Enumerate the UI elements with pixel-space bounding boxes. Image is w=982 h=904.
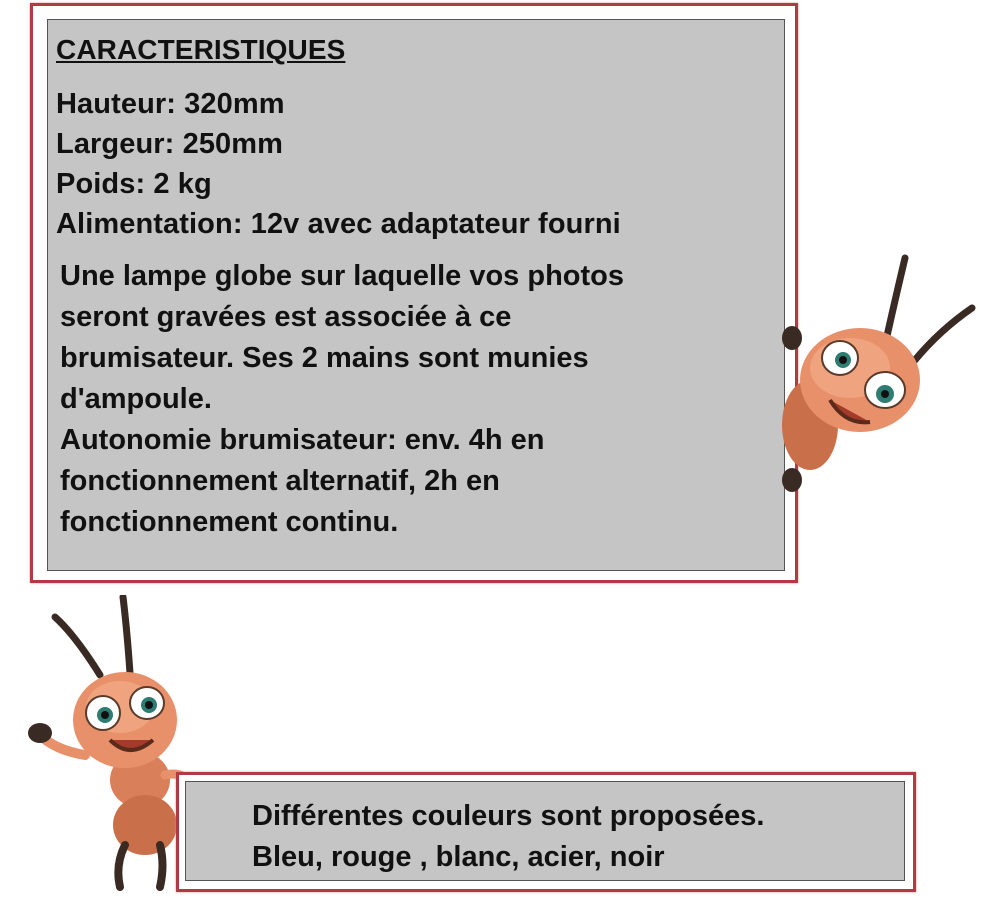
peeking-ant-illustration xyxy=(780,250,980,500)
spec-width: Largeur: 250mm xyxy=(56,128,284,160)
description-line: Autonomie brumisateur: env. 4h en xyxy=(60,424,545,456)
description-line: brumisateur. Ses 2 mains sont munies xyxy=(60,342,589,374)
specs-panel xyxy=(47,19,785,571)
description-line: fonctionnement continu. xyxy=(60,506,399,538)
spec-weight: Poids: 2 kg xyxy=(56,168,212,200)
spec-description xyxy=(60,256,624,543)
description-line: d'ampoule. xyxy=(60,383,212,415)
specs-frame xyxy=(30,3,798,583)
spec-power: Alimentation: 12v avec adaptateur fourni xyxy=(56,208,621,240)
colors-line: Bleu, rouge , blanc, acier, noir xyxy=(252,841,665,873)
description-line: Une lampe globe sur laquelle vos photos xyxy=(60,260,624,292)
description-line: fonctionnement alternatif, 2h en xyxy=(60,465,500,497)
colors-frame xyxy=(176,772,916,892)
colors-line: Différentes couleurs sont proposées. xyxy=(252,800,765,832)
description-line: seront gravées est associée à ce xyxy=(60,301,512,333)
colors-note xyxy=(252,796,764,878)
specs-title: CARACTERISTIQUES xyxy=(56,34,346,65)
spec-height: Hauteur: 320mm xyxy=(56,88,285,120)
colors-panel xyxy=(185,781,905,881)
